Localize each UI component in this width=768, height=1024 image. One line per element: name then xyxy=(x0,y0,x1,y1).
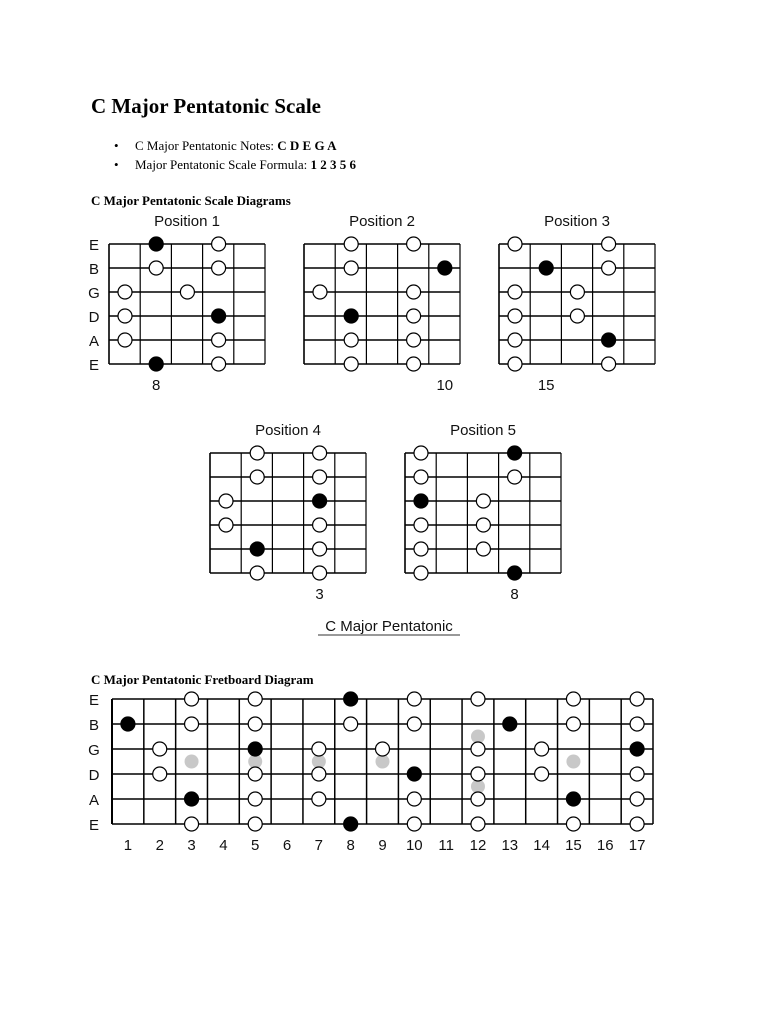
scale-note-dot xyxy=(407,285,421,299)
scale-note-dot xyxy=(118,333,132,347)
scale-note-dot xyxy=(153,767,167,781)
scale-note-dot xyxy=(344,261,358,275)
scale-note-dot xyxy=(407,237,421,251)
root-note-dot xyxy=(602,333,616,347)
fretboard-string-name-label: E xyxy=(88,692,100,709)
fret-number-label: 8 xyxy=(152,377,161,394)
scale-note-dot xyxy=(407,717,421,731)
notes-label: C Major Pentatonic Notes: xyxy=(135,138,278,153)
fret-number-label: 3 xyxy=(315,586,324,603)
scale-note-dot xyxy=(180,285,194,299)
scale-note-dot xyxy=(248,817,262,831)
scale-note-dot xyxy=(414,566,428,580)
scale-note-dot xyxy=(212,237,226,251)
scale-note-dot xyxy=(407,333,421,347)
scale-note-dot xyxy=(407,692,421,706)
scale-note-dot xyxy=(212,261,226,275)
root-note-dot xyxy=(185,792,199,806)
inlay-dot xyxy=(566,755,580,769)
fretboard-fret-number: 3 xyxy=(187,837,196,854)
scale-note-dot xyxy=(344,333,358,347)
scale-note-dot xyxy=(248,792,262,806)
scale-note-dot xyxy=(566,717,580,731)
root-note-dot xyxy=(438,261,452,275)
root-note-dot xyxy=(508,446,522,460)
scale-note-dot xyxy=(630,792,644,806)
scale-note-dot xyxy=(248,717,262,731)
scale-note-dot xyxy=(602,237,616,251)
scale-diagrams-heading: C Major Pentatonic Scale Diagrams xyxy=(91,193,291,208)
fret-number-label: 8 xyxy=(510,586,519,603)
scale-note-dot xyxy=(250,470,264,484)
scale-note-dot xyxy=(219,494,233,508)
scale-note-dot xyxy=(250,446,264,460)
fretboard-string-name-label: B xyxy=(88,717,100,734)
fretboard-string-name-label: G xyxy=(88,742,100,759)
fret-number-label: 15 xyxy=(537,377,555,394)
root-note-dot xyxy=(630,742,644,756)
string-name-label: E xyxy=(88,237,100,254)
position-title: Position 1 xyxy=(154,213,220,230)
scale-note-dot xyxy=(312,767,326,781)
root-note-dot xyxy=(566,792,580,806)
string-name-label: E xyxy=(88,357,100,374)
scale-note-dot xyxy=(471,742,485,756)
fretboard-fret-number: 4 xyxy=(219,837,228,854)
fretboard-fret-number: 12 xyxy=(469,837,487,854)
scale-note-dot xyxy=(414,446,428,460)
scale-note-dot xyxy=(312,742,326,756)
scale-note-dot xyxy=(602,261,616,275)
scale-note-dot xyxy=(313,285,327,299)
root-note-dot xyxy=(508,566,522,580)
notes-value: C D E G A xyxy=(277,138,337,153)
scale-note-dot xyxy=(149,261,163,275)
scale-note-dot xyxy=(471,692,485,706)
fretboard-fret-number: 14 xyxy=(533,837,550,854)
position-title: Position 5 xyxy=(450,422,516,439)
scale-note-dot xyxy=(476,542,490,556)
scale-note-dot xyxy=(476,494,490,508)
root-note-dot xyxy=(313,494,327,508)
position-title: Position 2 xyxy=(349,213,415,230)
fretboard-fret-number: 6 xyxy=(282,837,292,854)
root-note-dot xyxy=(503,717,517,731)
scale-note-dot xyxy=(376,742,390,756)
scale-note-dot xyxy=(313,566,327,580)
root-note-dot xyxy=(414,494,428,508)
fretboard-fret-number: 17 xyxy=(628,837,646,854)
root-note-dot xyxy=(212,309,226,323)
fret-number-label: 10 xyxy=(436,377,454,394)
scale-note-dot xyxy=(185,817,199,831)
scale-note-dot xyxy=(471,767,485,781)
scale-note-dot xyxy=(219,518,233,532)
fretboard-fret-number: 10 xyxy=(405,837,423,854)
scale-note-dot xyxy=(566,817,580,831)
scale-note-dot xyxy=(476,518,490,532)
scale-note-dot xyxy=(508,333,522,347)
root-note-dot xyxy=(344,692,358,706)
fretboard-diagram-heading: C Major Pentatonic Fretboard Diagram xyxy=(91,672,314,687)
root-note-dot xyxy=(539,261,553,275)
scale-note-dot xyxy=(570,309,584,323)
scale-note-dot xyxy=(535,742,549,756)
root-note-dot xyxy=(248,742,262,756)
scale-note-dot xyxy=(471,817,485,831)
position-diagram xyxy=(109,213,265,394)
root-note-dot xyxy=(121,717,135,731)
scale-note-dot xyxy=(414,470,428,484)
scale-note-dot xyxy=(508,237,522,251)
scale-note-dot xyxy=(344,237,358,251)
scale-note-dot xyxy=(185,692,199,706)
scale-note-dot xyxy=(630,767,644,781)
scale-note-dot xyxy=(630,717,644,731)
scale-note-dot xyxy=(250,566,264,580)
fretboard-string-name-label: D xyxy=(88,767,100,784)
position-title: Position 3 xyxy=(544,213,610,230)
scale-note-dot xyxy=(153,742,167,756)
scale-note-dot xyxy=(407,357,421,371)
scale-note-dot xyxy=(313,446,327,460)
scale-note-dot xyxy=(602,357,616,371)
root-note-dot xyxy=(344,309,358,323)
string-name-label: D xyxy=(88,309,100,326)
scale-note-dot xyxy=(248,767,262,781)
fretboard-fret-number: 15 xyxy=(565,837,582,854)
fretboard-fret-number: 11 xyxy=(438,837,454,854)
root-note-dot xyxy=(407,767,421,781)
scale-note-dot xyxy=(508,285,522,299)
fretboard-fret-number: 16 xyxy=(596,837,614,854)
scale-note-dot xyxy=(566,692,580,706)
scale-note-dot xyxy=(414,542,428,556)
scale-note-dot xyxy=(407,817,421,831)
fretboard-fret-number: 2 xyxy=(155,837,164,854)
fretboard-fret-number: 9 xyxy=(378,837,387,854)
position-diagram xyxy=(405,422,561,603)
scale-note-dot xyxy=(407,792,421,806)
root-note-dot xyxy=(149,237,163,251)
string-name-label: A xyxy=(88,333,100,350)
scale-note-dot xyxy=(630,692,644,706)
scale-note-dot xyxy=(313,542,327,556)
fretboard-fret-number: 7 xyxy=(314,837,324,854)
fretboard-fret-number: 5 xyxy=(251,837,260,854)
scale-note-dot xyxy=(312,792,326,806)
scale-note-dot xyxy=(118,309,132,323)
scale-note-dot xyxy=(313,518,327,532)
root-note-dot xyxy=(250,542,264,556)
fretboard-fret-number: 8 xyxy=(346,837,355,854)
scale-note-dot xyxy=(212,333,226,347)
scale-note-dot xyxy=(212,357,226,371)
fretboard-string-name-label: A xyxy=(88,792,100,809)
fretboard-string-name-label: E xyxy=(88,817,100,834)
position-diagram xyxy=(304,213,460,394)
scale-note-dot xyxy=(248,692,262,706)
scale-note-dot xyxy=(407,309,421,323)
scale-note-dot xyxy=(185,717,199,731)
scale-note-dot xyxy=(508,357,522,371)
position-diagram xyxy=(210,422,366,603)
scale-note-dot xyxy=(118,285,132,299)
scale-note-dot xyxy=(414,518,428,532)
fretboard-fret-number: 13 xyxy=(501,837,519,854)
scale-note-dot xyxy=(344,357,358,371)
string-name-label: B xyxy=(88,261,100,278)
scale-note-dot xyxy=(630,817,644,831)
formula-label: Major Pentatonic Scale Formula: xyxy=(135,157,311,172)
fretboard-diagram xyxy=(88,692,653,854)
root-note-dot xyxy=(344,817,358,831)
scale-note-dot xyxy=(508,470,522,484)
scale-note-dot xyxy=(535,767,549,781)
inlay-dot xyxy=(185,755,199,769)
scale-note-dot xyxy=(570,285,584,299)
string-name-label: G xyxy=(88,285,100,302)
positions-caption: C Major Pentatonic xyxy=(325,618,453,635)
scale-note-dot xyxy=(471,792,485,806)
position-title: Position 4 xyxy=(255,422,321,439)
formula-value: 1 2 3 5 6 xyxy=(310,157,356,172)
position-diagram xyxy=(499,213,655,394)
fretboard-fret-number: 1 xyxy=(123,837,133,854)
root-note-dot xyxy=(149,357,163,371)
scale-note-dot xyxy=(313,470,327,484)
page-title: C Major Pentatonic Scale xyxy=(91,94,321,118)
scale-note-dot xyxy=(344,717,358,731)
scale-note-dot xyxy=(508,309,522,323)
